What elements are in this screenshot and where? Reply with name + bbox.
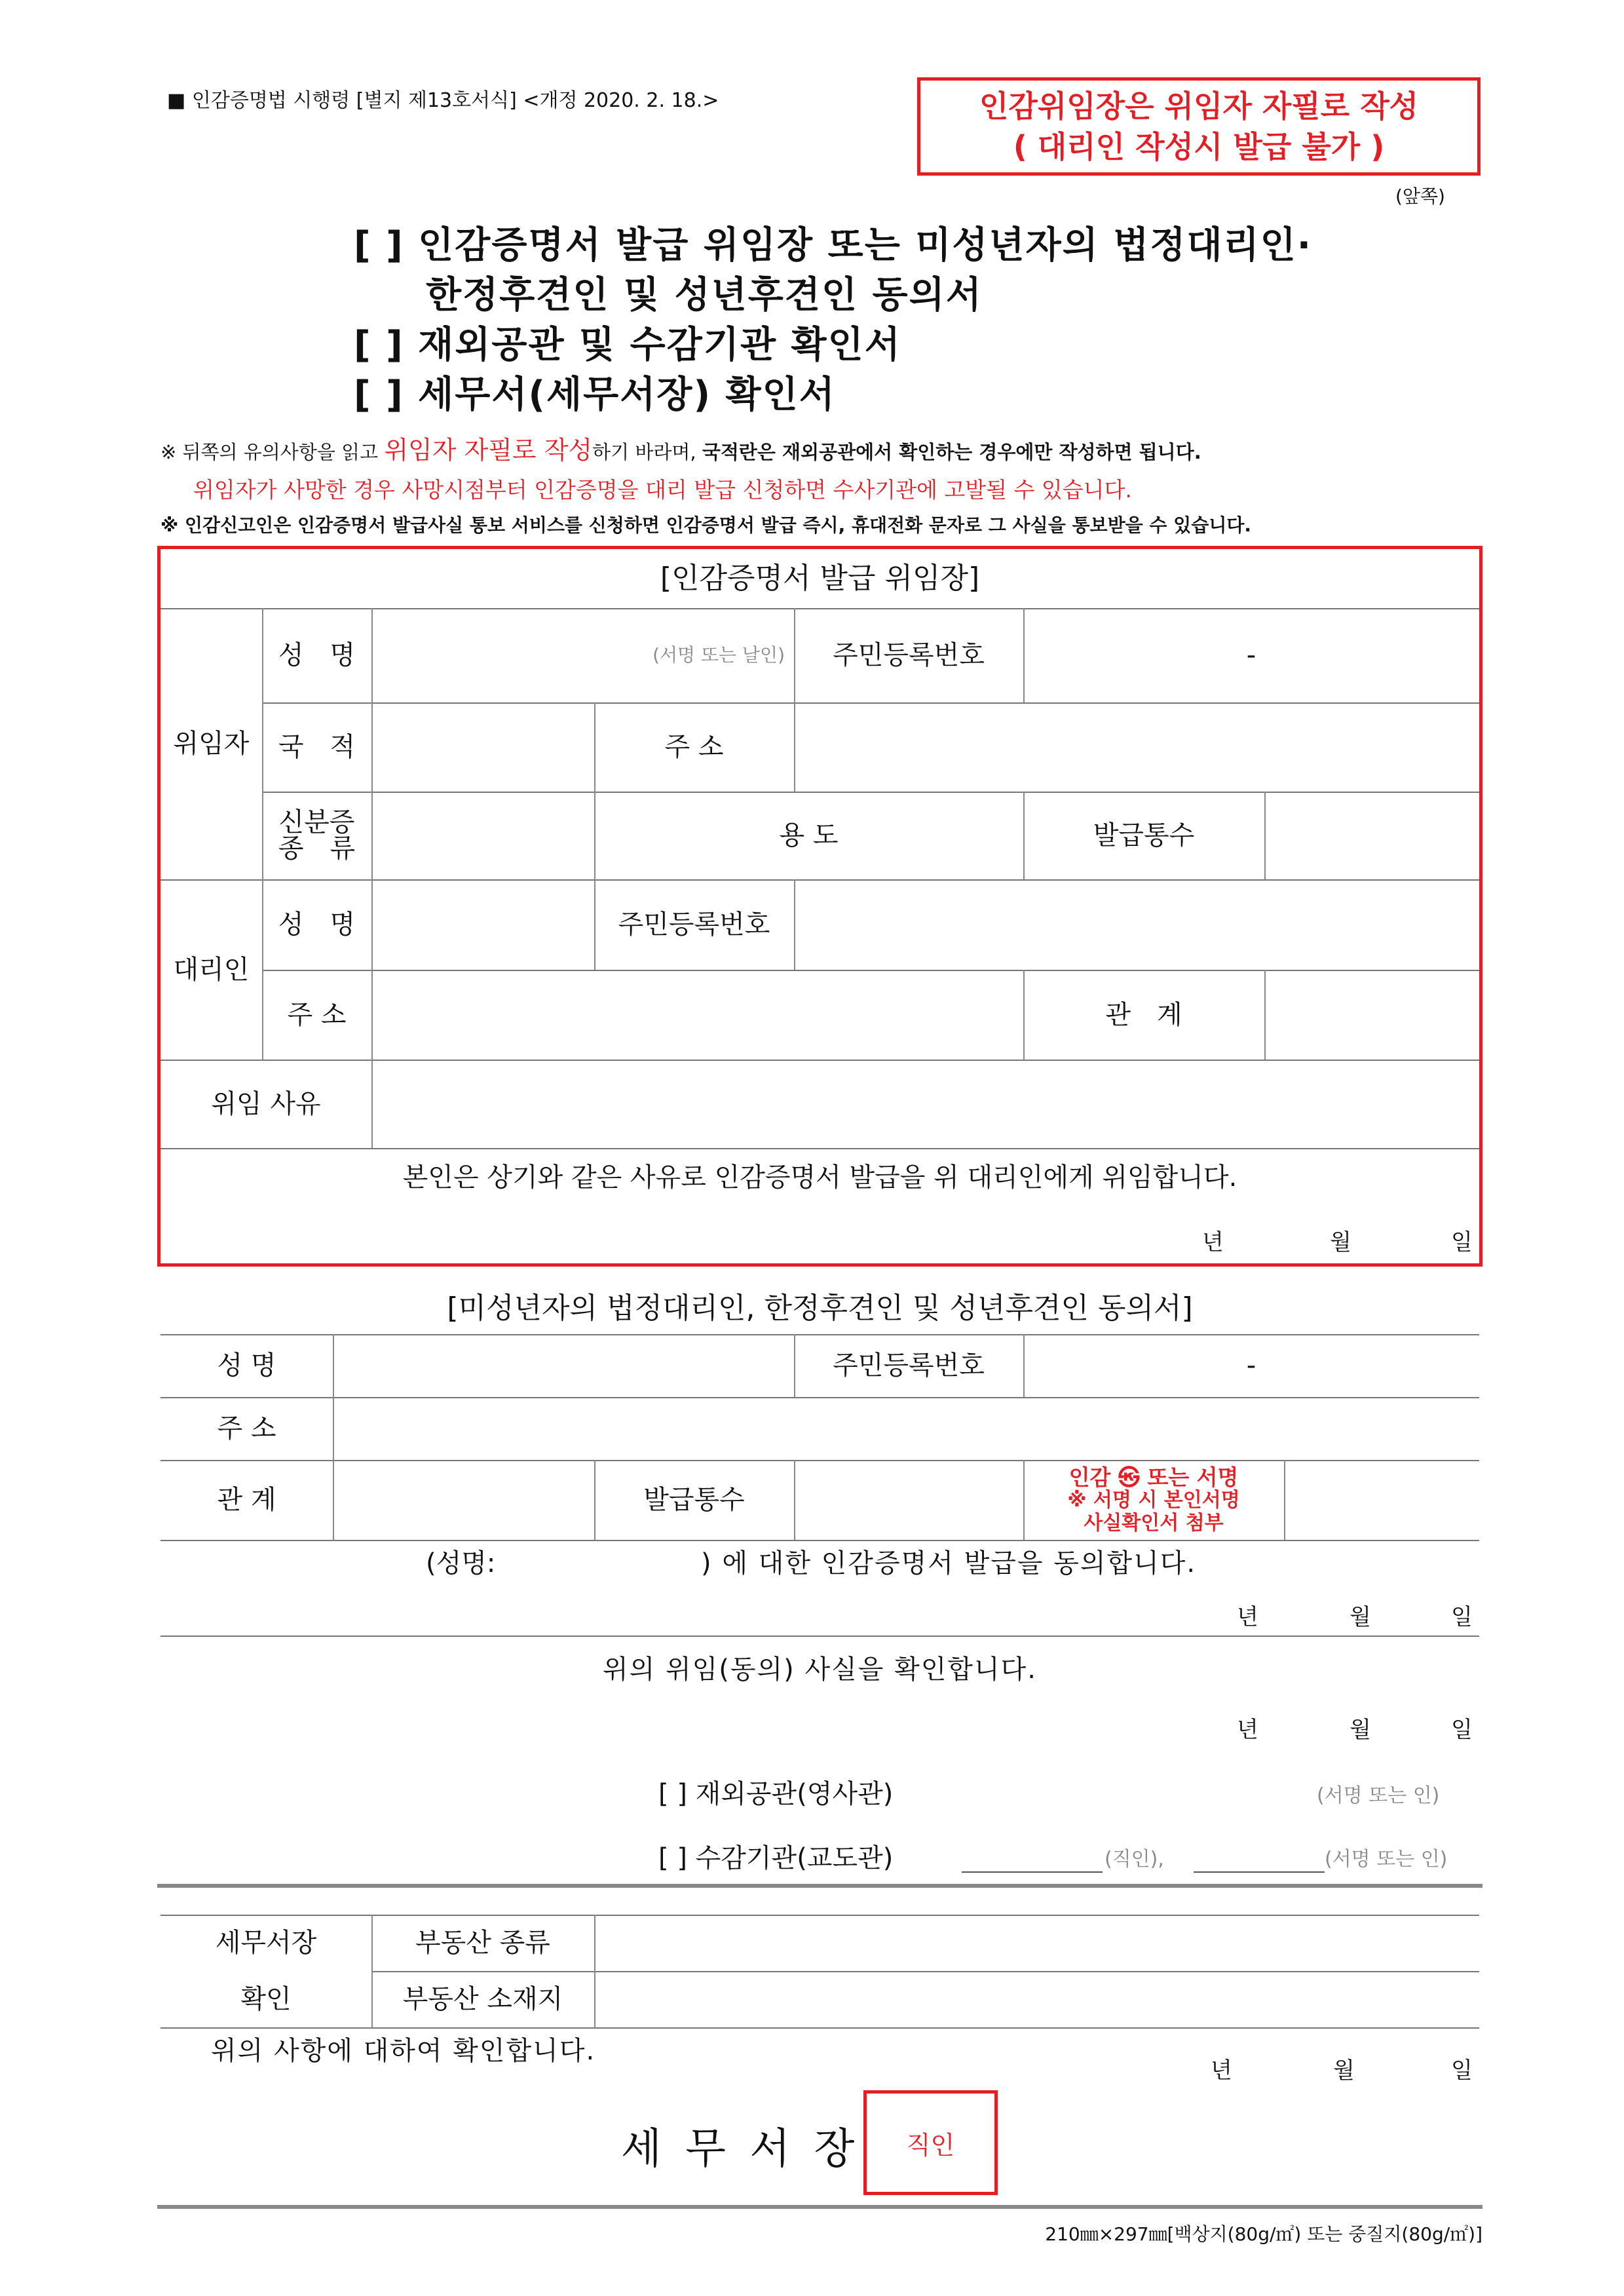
- title-line-1: [ ] 인감증명서 발급 위임장 또는 미성년자의 법정대리인·: [354, 224, 1313, 267]
- tax-chief-title: 세 무 서 장: [621, 2125, 860, 2173]
- seal-line-1: 인감 ㉿ 또는 서명: [1068, 1464, 1239, 1490]
- note-3-notification: ※ 인감신고인은 인감증명서 발급사실 통보 서비스를 신청하면 인감증명서 발급 즉시, 휴대전화 문자로 그 사실을 통보받을 수 있습니다.: [161, 514, 1252, 536]
- seal-field[interactable]: [1284, 1460, 1479, 1540]
- consent-rrn-field[interactable]: -: [1246, 1350, 1256, 1381]
- note-1-prefix: ※ 뒤쪽의 유의사항을 읽고: [161, 441, 385, 463]
- delegator-nationality-field[interactable]: [371, 702, 594, 792]
- agent-rrn-field[interactable]: [794, 879, 1479, 970]
- title-line-2: 한정후견인 및 성년후견인 동의서: [426, 274, 983, 316]
- tax-year: 년: [1211, 2057, 1232, 2084]
- agent-address-field[interactable]: [371, 970, 1023, 1060]
- seal-line-2: ※ 서명 시 본인서명: [1067, 1489, 1240, 1512]
- tax-month: 월: [1333, 2057, 1355, 2084]
- id-type-label: [262, 792, 371, 879]
- consent-day: 일: [1451, 1604, 1473, 1630]
- delegator-rrn-label: 주민등록번호: [833, 640, 985, 670]
- notice-line-2: ( 대리인 작성시 발급 불가 ): [1013, 129, 1385, 164]
- agent-label: 대리인: [173, 954, 250, 985]
- consent-statement-suffix: ) 에 대한 인감증명서 발급을 동의합니다.: [701, 1548, 1197, 1578]
- consent-title: [미성년자의 법정대리인, 한정후견인 및 성년후견인 동의서]: [447, 1291, 1193, 1325]
- prison-checkbox[interactable]: [ ] 수감기관(교도관): [658, 1843, 894, 1873]
- sign-hint: (서명 또는 날인): [652, 643, 785, 666]
- tax-statement: 위의 사항에 대하여 확인합니다.: [211, 2036, 596, 2066]
- delegator-name-label: 성 명: [278, 640, 356, 670]
- confirm-statement: 위의 위임(동의) 사실을 확인합니다.: [602, 1655, 1038, 1685]
- tax-day: 일: [1451, 2057, 1473, 2084]
- tax-chief-label-2: 확인: [240, 1984, 292, 2014]
- confirm-day: 일: [1451, 1717, 1473, 1743]
- consent-year: 년: [1237, 1604, 1258, 1630]
- delegation-month: 월: [1330, 1229, 1351, 1255]
- consent-statement-prefix: (성명:: [426, 1548, 496, 1578]
- consent-copies-label: 발급통수: [643, 1485, 745, 1515]
- note-1-mid: 하기 바라며,: [592, 441, 702, 463]
- delegation-statement: 본인은 상기와 같은 사유로 인감증명서 발급을 위 대리인에게 위임합니다.: [402, 1162, 1237, 1193]
- reason-label: 위임 사유: [211, 1088, 321, 1119]
- note-1-bold: 국적란은 재외공관에서 확인하는 경우에만 작성하면 됩니다.: [702, 441, 1201, 463]
- title-line-3: [ ] 재외공관 및 수감기관 확인서: [354, 324, 901, 366]
- note-1-red: 위임자 자필로 작성: [384, 436, 593, 465]
- official-stamp-label: 직인: [906, 2130, 955, 2160]
- consent-address-label: 주 소: [217, 1413, 276, 1444]
- consent-relation-label: 관 계: [217, 1485, 276, 1515]
- delegator-nationality-label: 국 적: [278, 732, 356, 762]
- consent-copies-field[interactable]: [794, 1460, 1023, 1540]
- delegation-title: [인감증명서 발급 위임장]: [660, 561, 980, 595]
- official-stamp-box: [863, 2090, 998, 2195]
- id-type-label-2: 종 류: [278, 833, 356, 864]
- relation-field[interactable]: [1264, 970, 1479, 1060]
- agent-address-label: 주 소: [287, 999, 347, 1030]
- estate-type-label: 부동산 종류: [415, 1928, 550, 1958]
- estate-location-label: 부동산 소재지: [402, 1984, 563, 2014]
- embassy-checkbox[interactable]: [ ] 재외공관(영사관): [658, 1779, 894, 1809]
- consent-name-label: 성 명: [217, 1350, 276, 1381]
- prison-sign-hint: (서명 또는 인): [1325, 1848, 1448, 1871]
- reason-field[interactable]: [371, 1060, 1479, 1148]
- agent-name-field[interactable]: [371, 879, 594, 970]
- relation-label: 관 계: [1105, 999, 1182, 1030]
- consent-address-field[interactable]: [333, 1397, 1479, 1460]
- paper-spec-footer: 210㎜×297㎜[백상지(80g/㎡) 또는 중질지(80g/㎡)]: [1045, 2223, 1482, 2245]
- note-2-death-warning: 위임자가 사망한 경우 사망시점부터 인감증명을 대리 발급 신청하면 수사기관에 고발될 수 있습니다.: [193, 477, 1132, 503]
- agent-name-label: 성 명: [278, 909, 356, 940]
- agent-rrn-label: 주민등록번호: [618, 909, 770, 940]
- id-type-field[interactable]: [371, 792, 594, 879]
- delegation-day: 일: [1451, 1229, 1473, 1255]
- delegator-label: 위임자: [173, 729, 250, 759]
- self-writing-notice-box: [917, 77, 1481, 176]
- seal-or-signature-instruction: [1023, 1461, 1284, 1539]
- title-line-4: [ ] 세무서(세무서장) 확인서: [354, 373, 836, 416]
- copies-label: 발급통수: [1093, 820, 1195, 851]
- tax-chief-label-1: 세무서장: [215, 1928, 317, 1958]
- notice-line-1: 인감위임장은 위임자 자필로 작성: [979, 88, 1419, 124]
- purpose-label: 용 도: [779, 820, 839, 851]
- delegator-address-label: 주 소: [664, 732, 724, 762]
- embassy-sign-hint: (서명 또는 인): [1317, 1784, 1440, 1807]
- estate-location-field[interactable]: [594, 1971, 1479, 2027]
- delegator-name-field[interactable]: [371, 608, 794, 702]
- consent-relation-field[interactable]: [333, 1460, 594, 1540]
- prison-seal-hint: (직인),: [1105, 1848, 1164, 1871]
- seal-line-3: 사실확인서 첨부: [1084, 1511, 1224, 1535]
- front-page-label: (앞쪽): [1395, 185, 1445, 207]
- copies-field[interactable]: [1264, 792, 1479, 879]
- law-reference: ■ 인감증명법 시행령 [별지 제13호서식] <개정 2020. 2. 18.>: [167, 89, 719, 112]
- delegator-rrn-field[interactable]: -: [1246, 640, 1256, 670]
- estate-type-field[interactable]: [594, 1915, 1479, 1971]
- consent-month: 월: [1350, 1604, 1371, 1630]
- consent-name-field[interactable]: [333, 1334, 794, 1397]
- delegator-address-field[interactable]: [794, 702, 1479, 792]
- note-1: [161, 430, 1201, 466]
- id-type-label-1: 신분증: [278, 807, 355, 837]
- delegation-year: 년: [1202, 1229, 1224, 1255]
- confirm-month: 월: [1350, 1717, 1371, 1743]
- confirm-year: 년: [1237, 1717, 1258, 1743]
- consent-rrn-label: 주민등록번호: [833, 1350, 985, 1381]
